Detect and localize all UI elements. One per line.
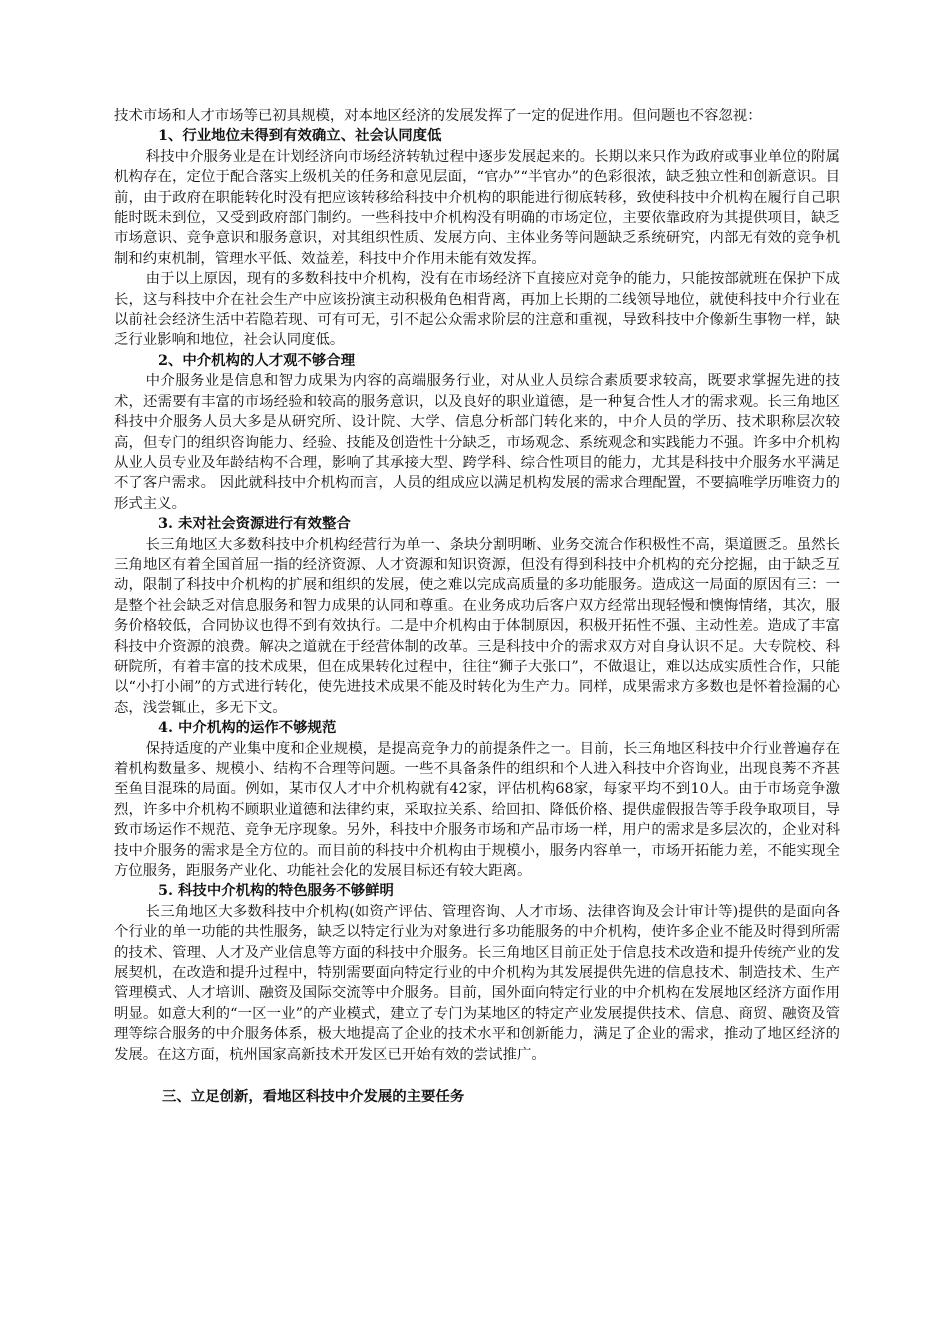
paragraph-5: 长三角地区大多数科技中介机构(如资产评估、管理咨询、人才市场、法律咨询及会计审计等)提供的是面向各个行业的单一功能的共性服务，缺乏以特定行业为对象进行多功能服务的中介机构，使许多企业不能及时得到所需的技术、管理、人才及产业信息等方面的科技中介服务。长三角地区目前正处于信息技术改造和提升传统产业的发展契机，在改造和提升过程中，特别需要面向特定行业的中介机构为其发展提供先进的信息技术、制造技术、生产管理模式、人才培训、融资及国际交流等中介服务。目前，国外面向特定行业的中介机构在发展地区经济方面作用明显。如意大利的“一区一业”的产业模式，建立了专门为某地区的特定产业发展提供技术、信息、商贸、融资及管理等综合服务的中介服务体系，极大地提高了企业的技术水平和创新能力，满足了企业的需求，推动了地区经济的发展。在这方面，杭州国家高新技术开发区已开始有效的尝试推广。	[114, 903, 840, 1063]
intro-paragraph: 技术市场和人才市场等已初具规模，对本地区经济的发展发挥了一定的促进作用。但问题也不容忽视：	[114, 108, 762, 124]
paragraph-2: 中介服务业是信息和智力成果为内容的高端服务行业，对从业人员综合素质要求较高，既要求掌握先进的技术，还需要有丰富的市场经验和较高的服务意识，以及良好的职业道德，是一种复合性人才的需求观。长三角地区科技中介服务人员大多是从研究所、设计院、大学、信息分析部门转化来的，中介人员的学历、技术职称层次较高，但专门的组织咨询能力、经验、技能及创造性十分缺乏，市场观念、系统观念和实践能力不强。许多中介机构从业人员专业及年龄结构不合理，影响了其承接大型、跨学科、综合性项目的能力，尤其是科技中介服务水平满足不了客户需求。 因此就科技中介机构而言，人员的组成应以满足机构发展的需求合理配置，不要搞唯学历唯资力的形式主义。	[114, 373, 840, 512]
paragraph-1a: 科技中介服务业是在计划经济向市场经济转轨过程中逐步发展起来的。长期以来只作为政府或事业单位的附属机构存在，定位于配合落实上级机关的任务和意见层面，“官办”“半官办”的色彩很浓，缺乏独立性和创新意识。目前，由于政府在职能转化时没有把应该转移给科技中介机构的职能进行彻底转移，致使科技中介机构在履行自己职能时既未到位，又受到政府部门制约。一些科技中介机构没有明确的市场定位，主要依靠政府为其提供项目，缺乏市场意识、竞争意识和服务意识，对其组织性质、发展方向、主体业务等问题缺乏系统研究，内部无有效的竞争机制和约束机制，管理水平低、效益差，科技中介作用未能有效发挥。	[114, 148, 840, 267]
paragraph-1b: 由于以上原因，现有的多数科技中介机构，没有在市场经济下直接应对竞争的能力，只能按部就班在保护下成长，这与科技中介在社会生产中应该扮演主动积极角色相背离，再加上长期的二线领导地位，就使科技中介行业在以前社会经济生活中若隐若现、可有可无，引不起公众需求阶层的注意和重视，导致科技中介像新生事物一样，缺乏行业影响和地位，社会认同度低。	[114, 271, 840, 349]
heading-5: 5. 科技中介机构的特色服务不够鲜明	[158, 882, 394, 900]
paragraph-3: 长三角地区大多数科技中介机构经营行为单一、条块分割明晰、业务交流合作积极性不高，渠道匮乏。虽然长三角地区有着全国首屈一指的经济资源、人才资源和知识资源，但没有得到科技中介机构的充分挖掘，由于缺乏互动，限制了科技中介机构的扩展和组织的发展，使之难以完成高质量的多功能服务。造成这一局面的原因有三：一是整个社会缺乏对信息服务和智力成果的认同和尊重。在业务成功后客户双方经常出现轻慢和懊悔情绪，其次，服务价格较低，合同协议也得不到有效执行。二是中介机构由于体制原因，积极开拓性不强、主动性差。造成了丰富科技中介资源的浪费。解决之道就在于经营体制的改革。三是科技中介的需求双方对自身认识不足。大专院校、科研院所，有着丰富的技术成果，但在成果转化过程中，往往“狮子大张口”，不做退让，难以达成实质性合作，只能以“小打小闹”的方式进行转化，使先进技术成果不能及时转化为生产力。同样，成果需求方多数也是怀着捡漏的心态，浅尝辄止，多无下文。	[114, 536, 840, 716]
document-page	[114, 106, 840, 1108]
paragraph-4: 保持适度的产业集中度和企业规模，是提高竞争力的前提条件之一。目前，长三角地区科技中介行业普遍存在着机构数量多、规模小、结构不合理等问题。一些不具备条件的组织和个人进入科技中介咨询业，出现良莠不齐甚至鱼目混珠的局面。例如，某市仅人才中介机构就有42家，评估机构68家，每家平均不到10人。由于市场竞争激烈，许多中介机构不顾职业道德和法律约束，采取拉关系、给回扣、降低价格、提供虚假报告等手段争取项目，导致市场运作不规范、竞争无序现象。另外，科技中介服务市场和产品市场一样，用户的需求是多层次的，企业对科技中介服务的需求是全方位的。而目前的科技中介机构由于规模小，服务内容单一，市场开拓能力差，不能实现全方位服务，距服务产业化、功能社会化的发展目标还有较大距离。	[114, 740, 840, 880]
section-3-title: 三、立足创新，看地区科技中介发展的主要任务	[162, 1088, 465, 1106]
heading-1: 1、行业地位未得到有效确立、社会认同度低	[158, 127, 442, 145]
heading-4: 4. 中介机构的运作不够规范	[158, 719, 337, 737]
heading-2: 2、中介机构的人才观不够合理	[158, 351, 356, 369]
heading-3: 3. 未对社会资源进行有效整合	[158, 515, 351, 533]
